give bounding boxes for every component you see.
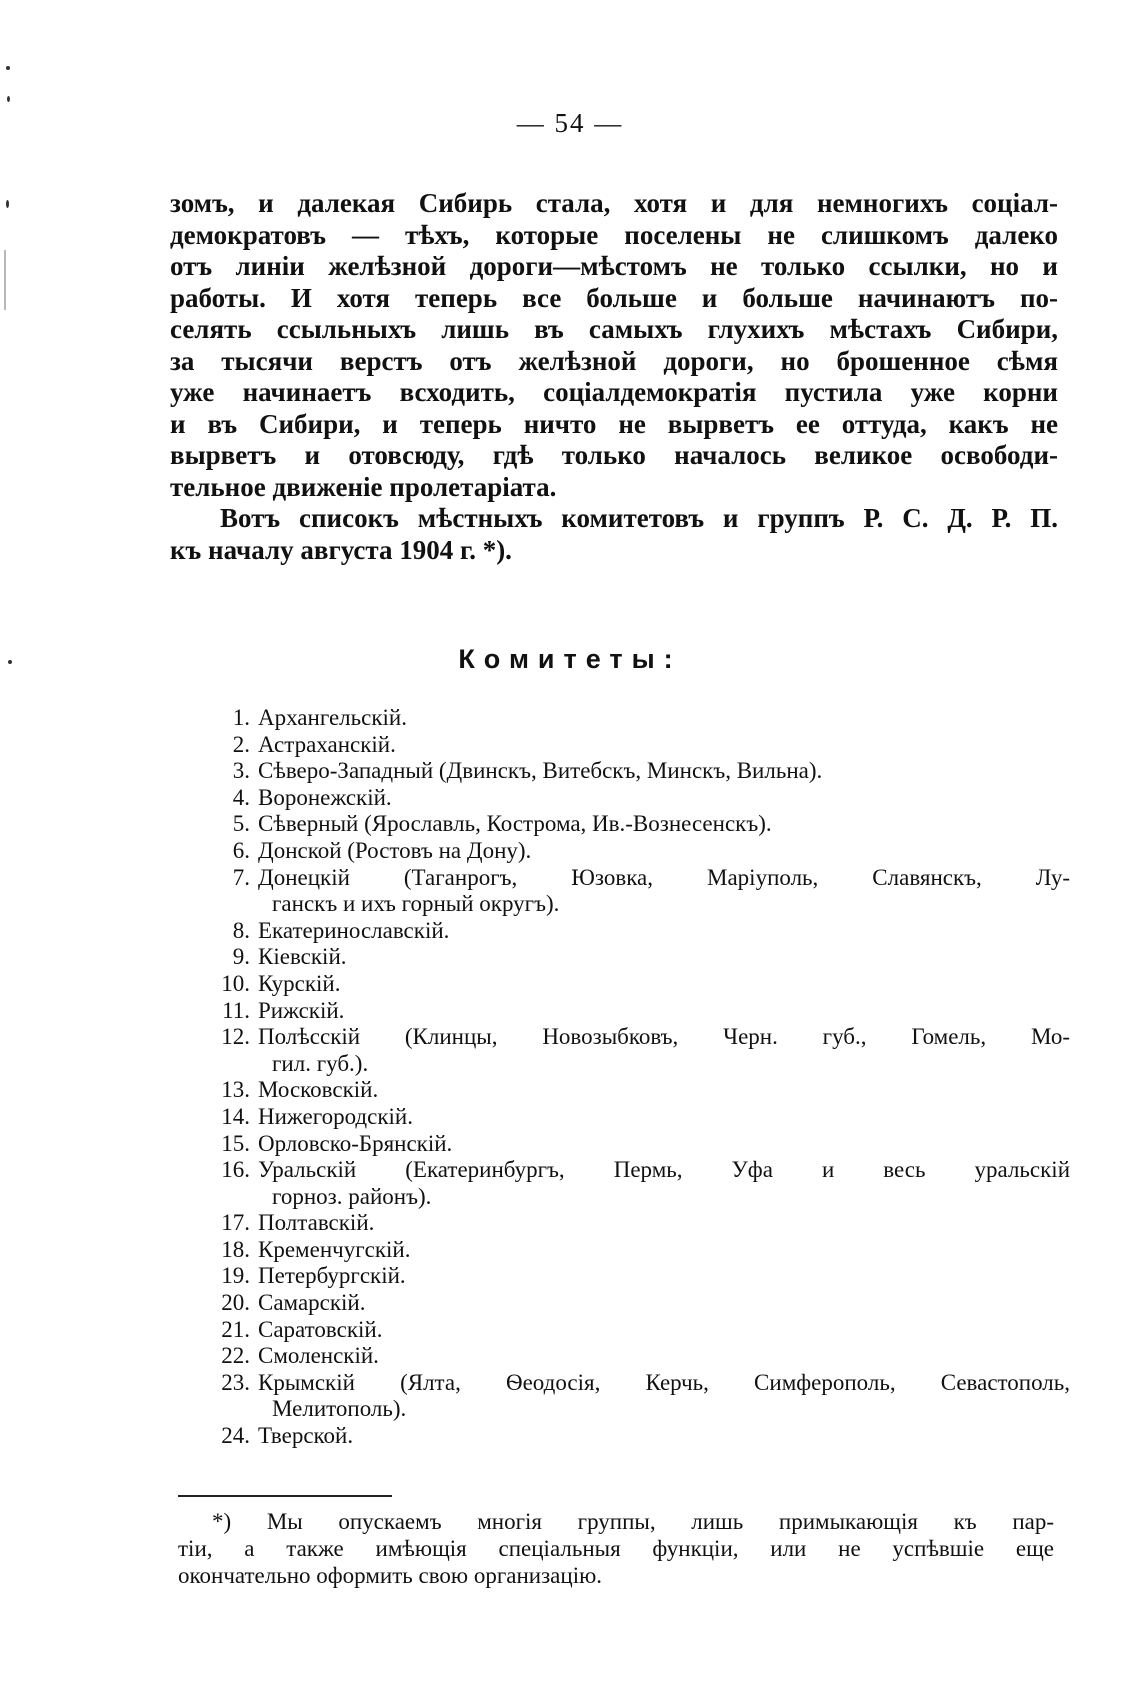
item-text: Тверской. — [258, 1423, 354, 1449]
item-text-continuation: Мелитополь). — [272, 1396, 407, 1422]
item-number: 15. — [221, 1130, 250, 1156]
item-text: Полѣсскій (Клинцы, Новозыбковъ, Черн. губ., Гомель, Мо- — [258, 1024, 1070, 1050]
text-line: селять ссыльныхъ лишь въ самыхъ глухихъ мѣстахъ Сибири, — [170, 314, 1058, 344]
committee-list — [210, 705, 1070, 1450]
item-text: Нижегородскій. — [258, 1103, 413, 1129]
item-text: Кременчугскій. — [258, 1236, 411, 1262]
item-text: Екатеринославскій. — [258, 917, 450, 943]
text-line: уже начинаетъ всходить, соціалдемократія пустила уже корни — [170, 377, 1058, 407]
list-item — [210, 1104, 1070, 1131]
list-item — [210, 971, 1070, 998]
item-number: 13. — [221, 1077, 250, 1103]
text-line: тельное движеніе пролетаріата. — [170, 471, 557, 502]
text-line: за тысячи верстъ отъ желѣзной дороги, но брошенное сѣмя — [170, 345, 1058, 376]
text-line: демократовъ — тѣхъ, которые поселены не слишкомъ далеко — [170, 219, 1058, 250]
scan-speck — [6, 200, 9, 208]
item-text: Астраханскій. — [258, 731, 396, 757]
text-line: работы. И хотя теперь все больше и больше начинаютъ по- — [170, 282, 1058, 313]
scan-speck — [4, 250, 6, 310]
list-item — [210, 758, 1070, 785]
item-number: 9. — [232, 944, 250, 970]
item-number: 21. — [221, 1316, 250, 1342]
item-number: 7. — [232, 864, 250, 890]
list-item — [210, 1210, 1070, 1237]
item-number: 2. — [232, 731, 250, 757]
list-item — [210, 1317, 1070, 1344]
footnote-divider — [178, 1495, 392, 1497]
item-text: Саратовскій. — [258, 1316, 383, 1342]
body-text — [170, 188, 1058, 566]
item-number: 18. — [221, 1236, 250, 1262]
section-heading: Комитеты: — [458, 644, 682, 674]
item-text: Донецкій (Таганрогъ, Юзовка, Маріуполь, Славянскъ, Лу- — [258, 864, 1070, 890]
list-item — [210, 865, 1070, 918]
item-number: 23. — [221, 1369, 250, 1395]
list-item — [210, 1157, 1070, 1210]
item-number: 4. — [232, 784, 250, 810]
text-line: и въ Сибири, и теперь ничто не вырветъ ее оттуда, какъ не — [170, 408, 1058, 439]
list-item — [210, 1290, 1070, 1317]
item-text-continuation: гил. губ.). — [272, 1050, 369, 1076]
list-item — [210, 1343, 1070, 1370]
item-number: 11. — [222, 997, 250, 1023]
list-item — [210, 838, 1070, 865]
item-text-continuation: ганскъ и ихъ горный округъ). — [272, 891, 560, 917]
scan-speck — [6, 66, 10, 70]
item-text: Самарскій. — [258, 1290, 366, 1316]
item-number: 1. — [232, 705, 250, 730]
footnote — [178, 1508, 1054, 1589]
item-text: Московскій. — [258, 1077, 379, 1103]
item-text: Крымскій (Ялта, Ѳеодосія, Керчь, Симферополь, Севастополь, — [258, 1369, 1070, 1395]
item-text: Архангельскій. — [258, 705, 407, 730]
text-line: къ началу августа 1904 г. *). — [170, 534, 512, 565]
item-number: 17. — [221, 1210, 250, 1236]
item-text: Петербургскій. — [258, 1263, 406, 1289]
text-line: зомъ, и далекая Сибирь стала, хотя и для немногихъ соціал- — [170, 188, 1058, 218]
item-number: 10. — [221, 970, 250, 996]
scan-speck — [7, 96, 10, 102]
list-item — [210, 811, 1070, 838]
item-text: Орловско-Брянскій. — [258, 1130, 453, 1156]
item-number: 8. — [232, 917, 250, 943]
item-number: 6. — [232, 837, 250, 863]
item-number: 5. — [232, 811, 250, 837]
list-item — [210, 1131, 1070, 1158]
item-number: 16. — [221, 1157, 250, 1183]
list-item — [210, 732, 1070, 759]
item-text: Смоленскій. — [258, 1343, 379, 1369]
item-text: Сѣверный (Ярославль, Кострома, Ив.-Вознесенскъ). — [258, 811, 772, 837]
item-number: 19. — [221, 1263, 250, 1289]
item-number: 14. — [221, 1103, 250, 1129]
item-number: 24. — [221, 1423, 250, 1449]
item-text: Воронежскій. — [258, 784, 392, 810]
list-item — [210, 944, 1070, 971]
text-line: вырветъ и отовсюду, гдѣ только началось великое освободи- — [170, 440, 1058, 470]
list-item — [210, 705, 1070, 732]
list-item — [210, 998, 1070, 1025]
list-item — [210, 1423, 1070, 1450]
item-text-continuation: горноз. районъ). — [272, 1183, 432, 1209]
list-item — [210, 785, 1070, 812]
item-text: Курскій. — [258, 970, 341, 996]
list-item — [210, 1370, 1070, 1423]
page-number: — 54 — — [516, 108, 624, 138]
list-item — [210, 918, 1070, 945]
list-item — [210, 1024, 1070, 1077]
footnote-line: тіи, а также имѣющія спеціальныя функціи, или не успѣвшіе еще — [178, 1536, 1054, 1561]
item-number: 12. — [221, 1024, 250, 1050]
item-text: Полтавскій. — [258, 1210, 375, 1236]
item-number: 22. — [221, 1343, 250, 1369]
item-text: Сѣверо-Западный (Двинскъ, Витебскъ, Минскъ, Вильна). — [258, 758, 823, 784]
footnote-line: *) Мы опускаемъ многія группы, лишь примыкающія къ пар- — [212, 1509, 1054, 1534]
text-line: Вотъ списокъ мѣстныхъ комитетовъ и группъ Р. С. Д. Р. П. — [220, 503, 1058, 533]
list-item — [210, 1237, 1070, 1264]
footnote-line: окончательно оформить свою организацію. — [178, 1563, 603, 1588]
list-item — [210, 1263, 1070, 1290]
item-number: 3. — [232, 758, 250, 784]
item-text: Рижскій. — [258, 997, 345, 1023]
text-line: отъ линіи желѣзной дороги—мѣстомъ не только ссылки, но и — [170, 251, 1058, 281]
list-item — [210, 1077, 1070, 1104]
item-text: Донской (Ростовъ на Дону). — [258, 837, 532, 863]
item-number: 20. — [221, 1290, 250, 1316]
item-text: Кіевскій. — [258, 944, 347, 970]
item-text: Уральскій (Екатеринбургъ, Пермь, Уфа и весь уральскій — [258, 1157, 1070, 1183]
